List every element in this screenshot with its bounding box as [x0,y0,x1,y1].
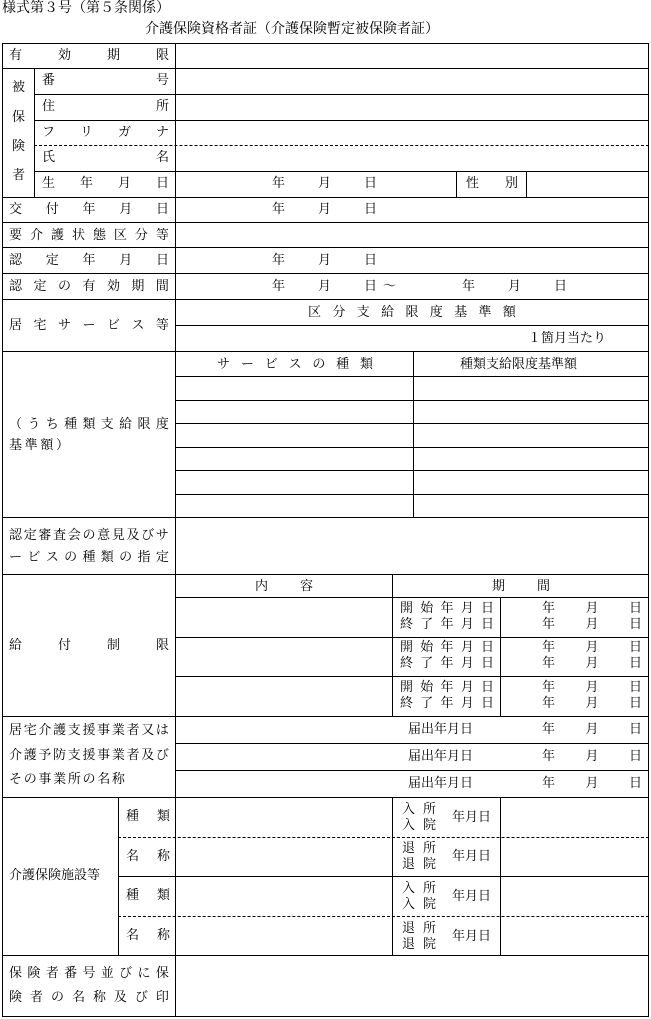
cert-year-mark: 年 [272,253,286,268]
sex-label: 性 別 [466,176,518,191]
insured-char-4: 者 [12,168,26,183]
leave-label: 退 所 [402,921,436,936]
birth-date-label: 生 年 月 日 [42,176,169,191]
ymd-marks: 年 月 日 [542,656,642,671]
ymd-marks: 年 月 日 [542,749,642,764]
admit-label: 入 所 [402,881,436,896]
insurer-label-2: 険 者 の 名 称 及 び 印 [9,990,169,1005]
page-title: 介護保険資格者証（介護保険暫定被保険者証） [145,21,439,37]
furigana-label: フ リ ガ ナ [42,125,169,140]
benefit-limit-label: 給 付 制 限 [9,638,169,653]
opinion-label-1: 認 定 審 査 会 の 意 見 及 び サ [9,528,169,543]
service-type-header: サ ー ビ ス の 種 類 [217,357,373,372]
leave-ymd: 年月日 [452,929,492,944]
ymd-marks: 年 月 日 [542,776,642,791]
fname-label: 名 称 [126,928,170,943]
issue-day-mark: 日 [364,202,378,217]
ymd-marks: 年 月 日 [542,617,642,632]
issue-date-label: 交 付 年 月 日 [9,202,169,217]
ymd-marks: 年 月 日 [542,680,642,695]
per-month-label: １箇月当たり [528,331,607,346]
period-start-month: 月 [318,279,332,294]
leave-ymd: 年月日 [452,849,492,864]
fname-label: 名 称 [126,849,170,864]
period-end-year: 年 [462,279,476,294]
support-label-1: 居 宅 介 護 支 援 事 業 者 又 は [9,723,169,738]
support-label-2: 介 護 予 防 支 援 事 業 者 及 び [9,748,169,763]
limit-amount-label: 区 分 支 給 限 度 基 準 額 [308,305,516,320]
leave-label: 退 所 [402,841,436,856]
end-date-label: 終 了 年 月 日 [400,617,494,632]
cert-day-mark: 日 [364,253,378,268]
insurer-label-1: 保 険 者 番 号 並 び に 保 [9,966,169,981]
valid-period-label: 有 効 期 限 [9,48,169,63]
issue-year-mark: 年 [272,202,286,217]
number-label: 番 号 [42,73,169,88]
report-date-label: 届出年月日 [408,776,474,791]
form-number: 様式第３号（第５条関係） [2,0,170,16]
ymd-marks: 年 月 日 [542,696,642,711]
opinion-label-2: ー ビ ス の 種 類 の 指 定 [9,550,169,565]
type-limit-label-1: （ う ち 種 類 支 給 限 度 [9,417,169,432]
type-limit-amount-header: 種類支給限度基準額 [460,357,578,372]
admit-ymd: 年月日 [452,889,492,904]
support-label-3: そ の 事 業 所 の 名 称 [9,772,125,787]
kind-label: 種 類 [126,888,170,903]
period-end-month: 月 [508,279,522,294]
home-services-label: 居 宅 サ ー ビ ス 等 [9,318,169,333]
period-end-day: 日 [554,279,568,294]
ymd-marks: 年 月 日 [542,601,642,616]
birth-year-mark: 年 [272,176,286,191]
start-date-label: 開 始 年 月 日 [400,680,494,695]
leave-label-2: 退 院 [402,857,436,872]
period-header: 期 間 [492,579,550,594]
kind-label: 種 類 [126,809,170,824]
cert-month-mark: 月 [318,253,332,268]
name-label: 氏 名 [42,150,169,165]
admit-label: 入 所 [402,802,436,817]
facility-label: 介護保険施設等 [9,868,101,883]
content-header: 内 容 [255,579,313,594]
report-date-label: 届出年月日 [408,749,474,764]
ymd-marks: 年 月 日 [542,722,642,737]
start-date-label: 開 始 年 月 日 [400,601,494,616]
admit-ymd: 年月日 [452,810,492,825]
period-tilde: ～ [383,279,397,294]
admit-label-2: 入 院 [402,897,436,912]
type-limit-label-2: 基 準 額 ） [9,438,69,453]
period-start-year: 年 [272,279,286,294]
report-date-label: 届出年月日 [408,722,474,737]
admit-label-2: 入 院 [402,818,436,833]
cert-date-label: 認 定 年 月 日 [9,253,169,268]
insured-char-2: 保 [12,110,26,125]
birth-month-mark: 月 [318,176,332,191]
period-start-day: 日 [364,279,378,294]
leave-label-2: 退 院 [402,937,436,952]
insured-char-1: 被 [12,80,26,95]
address-label: 住 所 [42,99,169,114]
end-date-label: 終 了 年 月 日 [400,656,494,671]
insured-char-3: 険 [12,139,26,154]
care-level-label: 要 介 護 状 態 区 分 等 [9,228,169,243]
start-date-label: 開 始 年 月 日 [400,640,494,655]
birth-day-mark: 日 [364,176,378,191]
issue-month-mark: 月 [318,202,332,217]
cert-period-label: 認 定 の 有 効 期 間 [9,279,169,294]
ymd-marks: 年 月 日 [542,640,642,655]
end-date-label: 終 了 年 月 日 [400,696,494,711]
